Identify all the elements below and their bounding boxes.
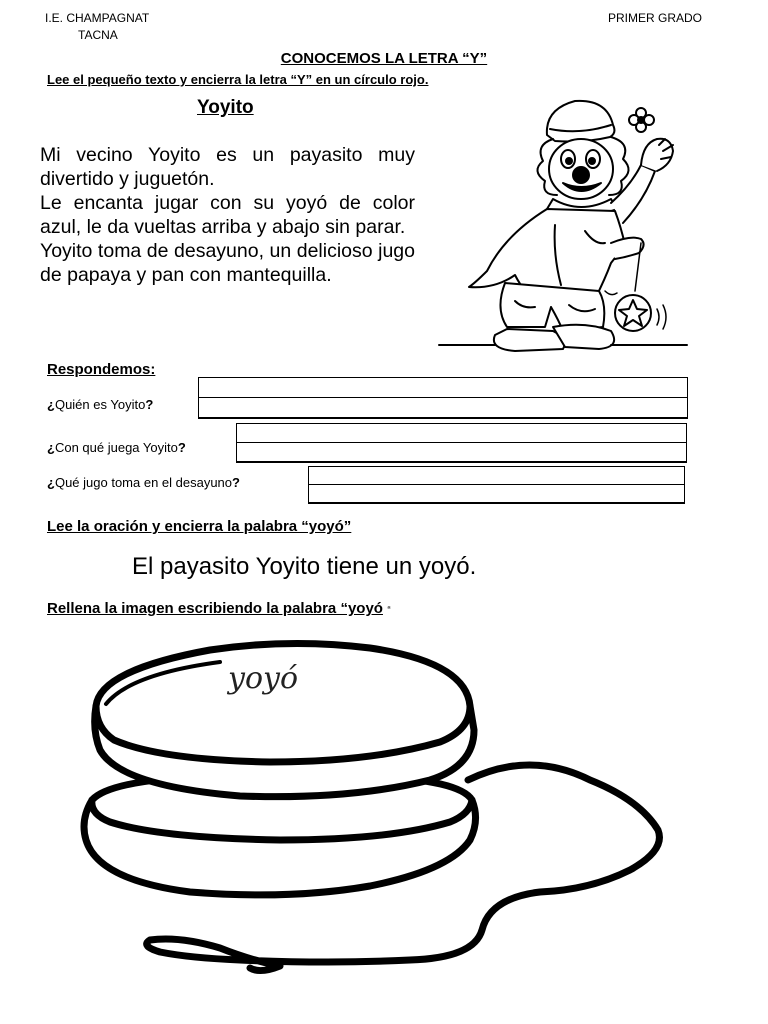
question-mark-open: ¿ bbox=[47, 397, 55, 412]
questions-heading: Respondemos: bbox=[47, 361, 156, 378]
school-name: I.E. CHAMPAGNAT bbox=[45, 11, 150, 25]
grade-label: PRIMER GRADO bbox=[608, 11, 703, 25]
answer-line[interactable] bbox=[199, 378, 687, 398]
answer-line[interactable] bbox=[309, 485, 684, 503]
question-text: Con qué juega Yoyito bbox=[54, 440, 178, 455]
question-3 bbox=[47, 475, 240, 490]
instruction-fill-image bbox=[47, 600, 391, 618]
school-city: TACNA bbox=[78, 28, 118, 42]
answer-line[interactable] bbox=[309, 467, 684, 485]
story-paragraph: Le encanta jugar con su yoyó de color azul, le da vueltas arriba y abajo sin parar. bbox=[40, 192, 415, 238]
question-mark-close: ? bbox=[232, 475, 240, 490]
question-1 bbox=[47, 397, 153, 412]
question-text: Qué jugo toma en el desayuno bbox=[54, 475, 233, 490]
question-mark-open: ¿ bbox=[47, 440, 55, 455]
yoyo-with-string-icon[interactable] bbox=[70, 630, 670, 990]
question-mark-close: ? bbox=[145, 397, 154, 412]
story-title: Yoyito bbox=[197, 97, 254, 118]
yoyo-handwriting: yoyó bbox=[228, 661, 299, 696]
instruction-fill-trail: “ bbox=[387, 605, 391, 616]
answer-line[interactable] bbox=[309, 503, 684, 521]
instruction-circle-word: Lee la oración y encierra la palabra “yoyó” bbox=[47, 518, 352, 535]
question-mark-close: ? bbox=[177, 440, 186, 455]
answer-lines-1[interactable] bbox=[198, 377, 688, 419]
answer-line[interactable] bbox=[237, 443, 686, 462]
story-text bbox=[40, 143, 415, 287]
answer-lines-3[interactable] bbox=[308, 466, 685, 504]
answer-line[interactable] bbox=[199, 398, 687, 418]
question-2 bbox=[47, 440, 186, 455]
page-title: CONOCEMOS LA LETRA “Y” bbox=[280, 50, 488, 67]
instruction-fill-text: Rellena la imagen escribiendo la palabra “yoyó bbox=[47, 600, 383, 617]
story-paragraph: Yoyito toma de desayuno, un delicioso jugo de papaya y pan con mantequilla. bbox=[40, 240, 415, 286]
question-mark-open: ¿ bbox=[47, 475, 55, 490]
practice-sentence: El payasito Yoyito tiene un yoyó. bbox=[132, 553, 477, 580]
instruction-circle-letter: Lee el pequeño texto y encierra la letra “Y” en un círculo rojo. bbox=[47, 72, 429, 87]
clown-with-yoyo-icon bbox=[435, 95, 690, 355]
story-paragraph: Mi vecino Yoyito es un payasito muy divertido y juguetón. bbox=[40, 144, 415, 190]
question-text: Quién es Yoyito bbox=[54, 397, 146, 412]
answer-lines-2[interactable] bbox=[236, 423, 687, 463]
answer-line[interactable] bbox=[237, 424, 686, 443]
